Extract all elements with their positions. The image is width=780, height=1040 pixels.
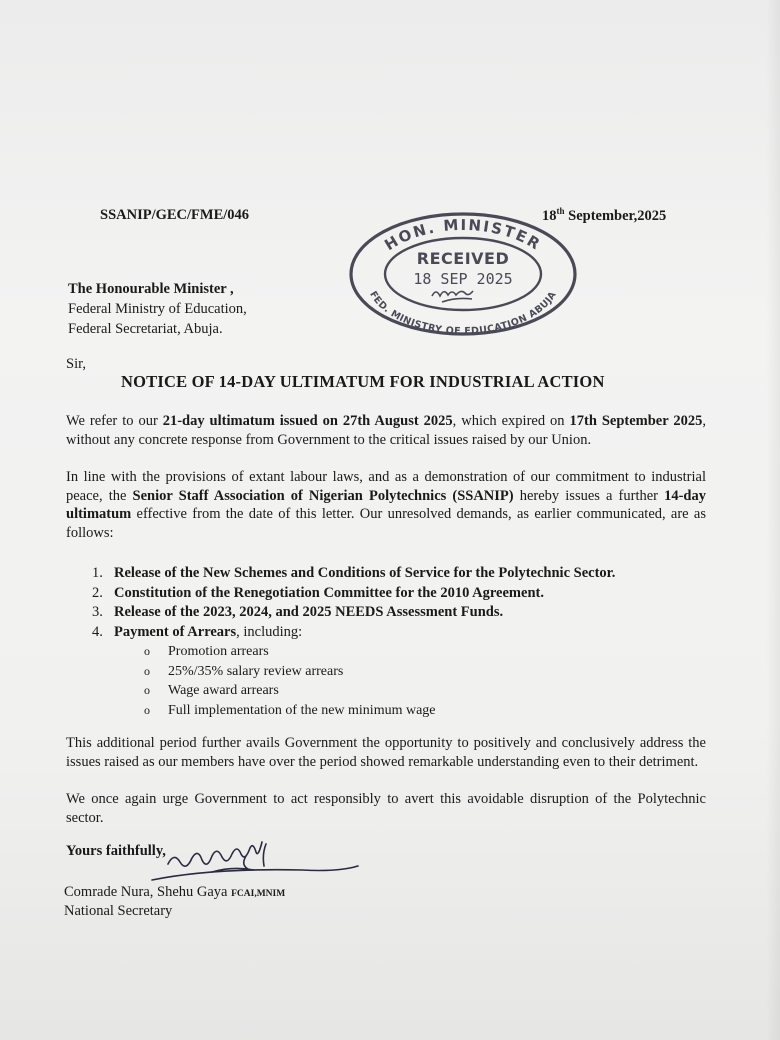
p2-text-3: effective from the date of this letter. Our unresolved demands, as earlier communicated, are as follows: [66,506,706,541]
salutation: Sir, [66,356,86,372]
demand-number: 3. [92,604,103,620]
stamp-top-text: HON. MINISTER [381,215,545,255]
arrears-item [144,642,615,662]
paragraph-3: This additional period further avails Government the opportunity to positively and conclusively address the issues raised as our members have over the period showed remarkable understanding even to their detriment. [66,735,706,770]
reference-number: SSANIP/GEC/FME/046 [100,207,250,223]
stamp-date-text: 18 SEP 2025 [413,270,513,288]
addressee-line-2: Federal Ministry of Education, [68,301,247,317]
demand-text: Release of the New Schemes and Conditions of Service for the Polytechnic Sector. [114,565,616,581]
addressee-block [68,279,247,339]
arrears-item [144,681,615,701]
p1-text-1: We refer to our [66,413,163,429]
paragraph-4: We once again urge Government to act responsibly to avert this avoidable disruption of the Polytechnic sector. [66,791,706,826]
paragraph-2 [66,468,706,542]
p1-bold-1: 21-day ultimatum issued on 27th August 2025 [162,413,453,429]
stamp-bottom-text: FED. MINISTRY OF EDUCATION ABUJA [367,289,559,338]
page-edge-shadow [766,0,780,1040]
arrears-text: Promotion arrears [168,644,269,659]
demand-text-rest: , including: [236,623,303,640]
arrears-item [144,662,615,682]
date-rest: September,2025 [564,207,667,224]
letter-title: NOTICE OF 14-DAY ULTIMATUM FOR INDUSTRIAL ACTION [121,372,605,391]
addressee-line-3: Federal Secretariat, Abuja. [68,321,223,337]
signer-credentials: FCAI,MNIM [231,889,286,899]
circle-bullet-icon: o [144,644,150,658]
p1-text-2: , which expired on [452,413,570,429]
received-stamp [346,208,580,338]
signature-stroke [168,842,266,872]
demand-text: Constitution of the Renegotiation Committee for the 2010 Agreement. [114,584,544,601]
arrears-text: 25%/35% salary review arrears [168,663,344,679]
signer-name [64,884,285,901]
demand-number: 4. [92,623,103,640]
arrears-text: Full implementation of the new minimum wage [168,702,436,718]
p1-text-3: , without any concrete response from Government to the critical issues raised by our Union. [66,413,706,448]
stamp-initials [432,291,473,302]
demand-number: 2. [92,584,103,601]
demand-number: 1. [92,565,103,581]
demand-item [92,584,615,604]
p2-bold-2: 14-day ultimatum [66,487,706,522]
date-suffix: th [556,206,565,216]
demand-text: Payment of Arrears [114,623,237,640]
stamp-received-text: RECEIVED [416,249,510,268]
p1-bold-2: 17th September 2025 [569,413,703,429]
demands-list [92,564,615,720]
demand-text: Release of the 2023, 2024, and 2025 NEEDS Assessment Funds. [114,604,504,620]
p2-text-1: In line with the provisions of extant labour laws, and as a demonstration of our commitment to industrial peace, the [66,469,706,504]
paragraph-1 [66,412,706,449]
closing: Yours faithfully, [66,843,166,859]
circle-bullet-icon: o [144,663,150,678]
circle-bullet-icon: o [144,702,150,717]
signer-name-text: Comrade Nura, Shehu Gaya [64,884,232,900]
p2-text-2: hereby issues a further [513,487,665,504]
p2-bold-1: Senior Staff Association of Nigerian Polytechnics (SSANIP) [132,487,514,504]
signer-title: National Secretary [64,903,173,919]
demand-item [92,623,615,721]
demand-item [92,603,615,623]
addressee-line-1: The Honourable Minister , [68,281,234,297]
signature-underline [152,866,358,880]
arrears-text: Wage award arrears [168,683,279,698]
arrears-item [144,701,615,721]
date-day: 18 [542,207,557,224]
arrears-sublist [114,642,615,720]
circle-bullet-icon: o [144,683,150,697]
demand-item [92,564,615,584]
